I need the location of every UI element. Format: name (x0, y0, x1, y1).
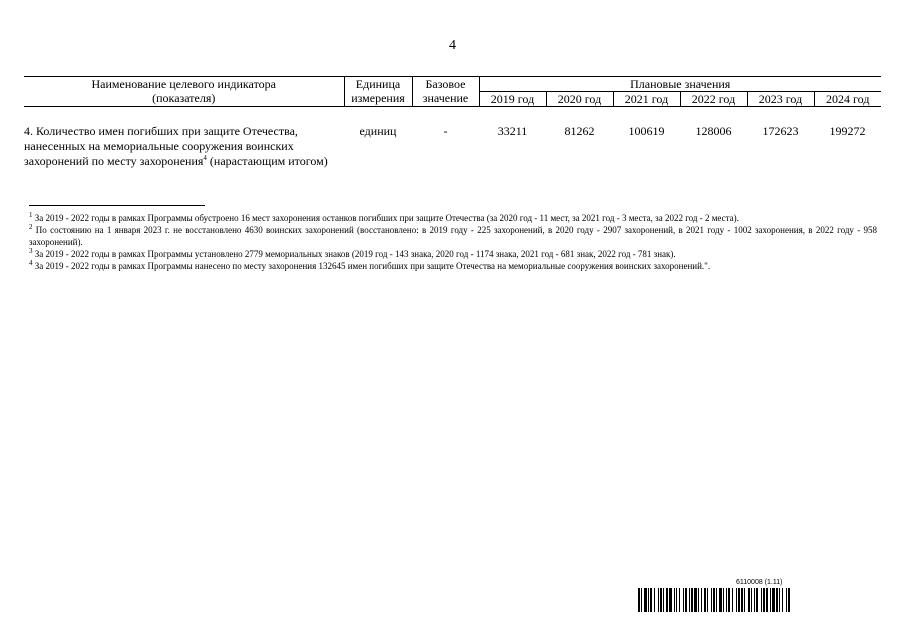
header-base-line2: значение (422, 91, 469, 105)
barcode-bar (691, 588, 693, 612)
barcode-bar (751, 588, 752, 612)
unit-cell: единиц (359, 124, 397, 138)
barcode-bar (698, 588, 699, 612)
header-row (24, 77, 881, 92)
barcode-bar (719, 588, 722, 612)
barcode-bar (754, 588, 755, 612)
barcode-bar (711, 588, 712, 612)
barcode-bar (786, 588, 787, 612)
barcode-bar (756, 588, 758, 612)
barcode-bar (736, 588, 737, 612)
barcode-bar (726, 588, 727, 612)
barcode-bar (766, 588, 768, 612)
barcode-bar (738, 588, 740, 612)
header-year: 2019 год (479, 92, 546, 107)
header-unit-line2: измерения (351, 91, 405, 105)
footnote-mark: 2 (29, 223, 33, 231)
value-cell: 128006 (695, 124, 732, 138)
base-value-cell: - (443, 124, 448, 138)
barcode-bar (704, 588, 706, 612)
barcode-bar (741, 588, 743, 612)
barcode-bar (654, 588, 655, 612)
barcode-bar (679, 588, 680, 612)
header-unit-line1: Единица (355, 77, 401, 91)
footnote-mark: 3 (29, 247, 33, 255)
barcode-bar (716, 588, 717, 612)
barcode-bar (683, 588, 684, 612)
barcode-bar (713, 588, 715, 612)
indicator-table (24, 76, 881, 169)
barcode (638, 588, 868, 612)
footnote-text: За 2019 - 2022 годы в рамках Программы нанесено по месту захоронения 132645 имен погибших при защите Отечества на мемориальные сооружения воинских захоронений.". (32, 261, 711, 271)
value-cell: 199272 (829, 124, 866, 138)
barcode-bar (669, 588, 672, 612)
barcode-bar (707, 588, 708, 612)
barcode-bar (744, 588, 745, 612)
header-unit (344, 77, 412, 107)
barcode-bar (776, 588, 778, 612)
header-indicator-name (24, 77, 344, 107)
barcode-bar (658, 588, 659, 612)
barcode-bar (660, 588, 662, 612)
footnote-mark: 1 (29, 211, 33, 219)
header-planned-values: Плановые значения (479, 77, 881, 92)
footnote-text: За 2019 - 2022 годы в рамках Программы обустроено 16 мест захоронения останков погибших при защите Отечества (за 2020 год - 11 мест, за 2021 год - 3 места, за 2022 год - 2 места). (32, 213, 739, 223)
indicator-name-tail: (нарастающим итогом) (206, 154, 328, 168)
value-cell: 81262 (564, 124, 595, 138)
footnote-separator (29, 205, 205, 206)
barcode-bar (694, 588, 697, 612)
barcode-bar (772, 588, 775, 612)
barcode-bar (761, 588, 762, 612)
barcode-bar (732, 588, 733, 612)
footnote (29, 260, 877, 272)
header-year: 2024 год (814, 92, 881, 107)
footnote-mark: 4 (29, 259, 33, 267)
header-indicator-name-line1: Наименование целевого индикатора (91, 77, 276, 91)
header-year: 2022 год (680, 92, 747, 107)
footnote-mark: 4 (203, 154, 207, 162)
header-year: 2020 год (546, 92, 613, 107)
table-row (24, 107, 881, 170)
header-base-value (412, 77, 479, 107)
page-number: 4 (449, 38, 456, 53)
barcode-bar (701, 588, 702, 612)
header-year: 2023 год (747, 92, 814, 107)
footnotes (29, 212, 877, 272)
barcode-bar (648, 588, 649, 612)
barcode-bar (685, 588, 687, 612)
indicator-name: 4. Количество имен погибших при защите Отечества, нанесенных на мемориальные сооружения воинских захоронений по месту захоронения (24, 124, 298, 168)
barcode-bar (650, 588, 652, 612)
barcode-bar (666, 588, 668, 612)
barcode-bar (689, 588, 690, 612)
barcode-bar (782, 588, 783, 612)
footnote-text: По состоянию на 1 января 2023 г. не восстановлено 4630 воинских захоронений (восстановлено: в 2019 году - 225 захоронений, в 2020 году - 2907 захоронений, в 2021 году - 1002 захоронения, в 2022 году - 958 захоронений). (29, 225, 877, 247)
header-indicator-name-line2: (показателя) (152, 91, 216, 105)
value-cell: 33211 (497, 124, 528, 138)
barcode-bar (676, 588, 677, 612)
footnote (29, 212, 877, 224)
barcode-bar (674, 588, 675, 612)
footnote-text: За 2019 - 2022 годы в рамках Программы установлено 2779 мемориальных знаков (2019 год - 143 знака, 2020 год - 1174 знака, 2021 год - 681 знак, 2022 год - 781 знак). (32, 249, 676, 259)
barcode-bar (770, 588, 771, 612)
barcode-bar (728, 588, 730, 612)
value-cell: 100619 (628, 124, 665, 138)
value-cell: 172623 (762, 124, 799, 138)
footnote (29, 224, 877, 248)
barcode-label: 6110008 (1.11) (736, 579, 783, 586)
header-base-line1: Базовое (425, 77, 466, 91)
barcode-bar (638, 588, 640, 612)
barcode-bar (779, 588, 780, 612)
barcode-bar (763, 588, 765, 612)
barcode-bar (748, 588, 750, 612)
indicator-name-cell (24, 107, 344, 170)
barcode-bar (663, 588, 664, 612)
footnote (29, 248, 877, 260)
barcode-bar (641, 588, 642, 612)
header-year: 2021 год (613, 92, 680, 107)
barcode-bar (723, 588, 724, 612)
barcode-bar (788, 588, 790, 612)
barcode-bar (644, 588, 647, 612)
